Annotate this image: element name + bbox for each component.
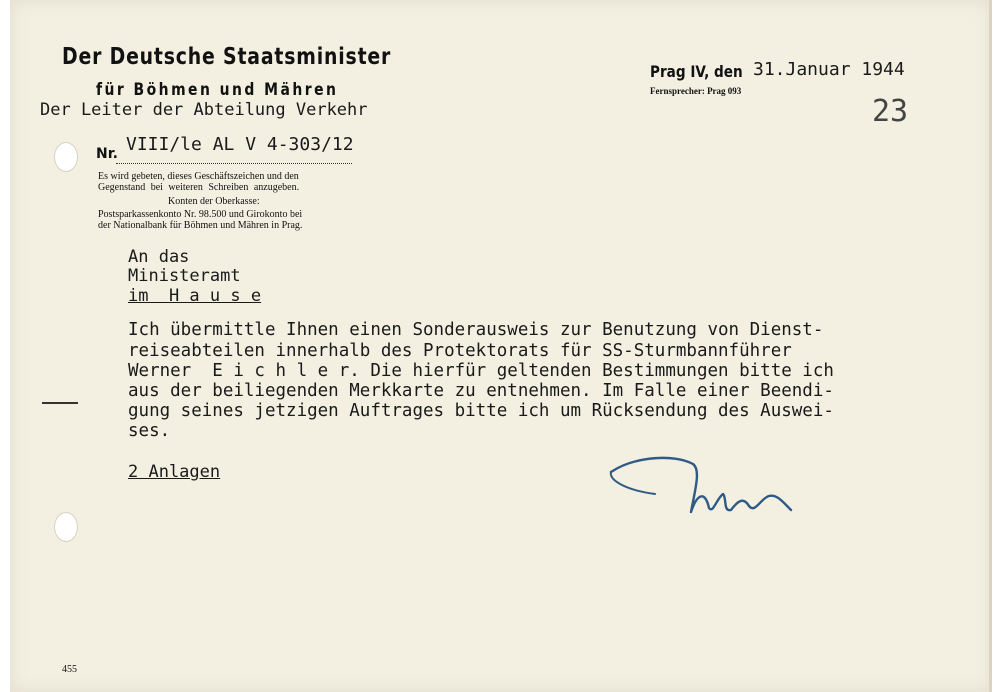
- body-line1: Ich übermittle Ihnen einen Sonderausweis zur Benutzung von Dienst-: [128, 320, 824, 340]
- recipient-line3: im H a u s e: [128, 286, 262, 306]
- letterhead-subtitle: für Böhmen und Mähren: [96, 80, 339, 100]
- accounts-line1: Postsparkassenkonto Nr. 98.500 und Girokonto bei: [98, 209, 303, 220]
- reference-number: VIII/le AL V 4-303/12: [126, 134, 354, 155]
- accounts-line2: der Nationalbank für Böhmen und Mähren in Prag.: [98, 220, 303, 231]
- reference-note-line2: Gegenstand bei weiteren Schreiben anzugeben.: [98, 182, 300, 193]
- body-line6: ses.: [128, 421, 171, 441]
- reference-prefix: Nr.: [96, 146, 118, 162]
- accounts-title: Konten der Oberkasse:: [168, 196, 260, 207]
- body-line3: Werner E i c h l e r. Die hierfür geltenden Bestimmungen bitte ich: [128, 361, 834, 381]
- letter-date: 31.Januar 1944: [753, 59, 905, 80]
- body-line2: reiseabteilen innerhalb des Protektorats für SS-Sturmbannführer: [128, 341, 792, 361]
- place-label: Prag IV, den: [650, 62, 743, 81]
- punch-hole-bottom: [54, 512, 78, 542]
- reference-note-line1: Es wird gebeten, dieses Geschäftszeichen und den: [98, 171, 299, 182]
- attachments-note: 2 Anlagen: [128, 462, 221, 482]
- page-number: 455: [62, 664, 77, 675]
- letterhead-department: Der Leiter der Abteilung Verkehr: [40, 100, 368, 120]
- handwritten-signature: [605, 450, 805, 530]
- fold-mark: [42, 402, 78, 404]
- sheet-edge: [989, 0, 992, 692]
- handwritten-number: 23: [872, 94, 909, 129]
- letterhead-title: Der Deutsche Staatsminister: [62, 44, 392, 70]
- recipient-line1: An das: [128, 247, 190, 267]
- body-line5: gung seines jetzigen Auftrages bitte ich um Rücksendung des Auswei-: [128, 401, 834, 421]
- reference-dotted-line: [116, 163, 352, 164]
- body-line4: aus der beiliegenden Merkkarte zu entnehmen. Im Falle einer Beendi-: [128, 381, 834, 401]
- punch-hole-top: [54, 142, 78, 172]
- phone-number: Fernsprecher: Prag 093: [650, 86, 742, 96]
- recipient-line2: Ministeramt: [128, 266, 241, 286]
